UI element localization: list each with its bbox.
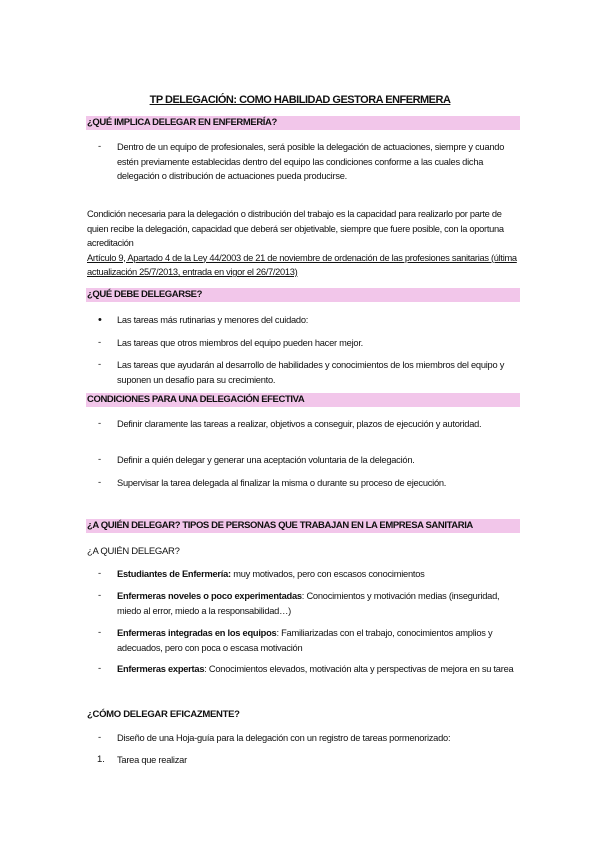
list-item: Supervisar la tarea delegada al finalizar la misma o durante su proceso de ejecución. bbox=[117, 478, 447, 488]
list-marker: - bbox=[98, 418, 102, 429]
term: Enfermeras expertas bbox=[117, 664, 205, 674]
list-marker: - bbox=[98, 590, 102, 601]
list-item: Diseño de una Hoja-guía para la delegación con un registro de tareas pormenorizado: bbox=[117, 733, 451, 743]
list-marker: - bbox=[98, 732, 102, 743]
list-marker: - bbox=[98, 477, 102, 488]
list-marker: - bbox=[98, 568, 102, 579]
list-item bbox=[117, 662, 517, 677]
list-item: Las tareas que ayudarán al desarrollo de habilidades y conocimientos de los miembros del equipo y suponen un desafío para su crecimiento. bbox=[117, 360, 505, 385]
list-marker: - bbox=[98, 337, 102, 348]
description: muy motivados, pero con escasos conocimientos bbox=[230, 569, 425, 579]
paragraph-condicion bbox=[87, 207, 517, 280]
bullet-marker: • bbox=[98, 314, 102, 326]
list-marker: - bbox=[98, 141, 102, 152]
list-item bbox=[117, 589, 517, 618]
list-marker: - bbox=[98, 454, 102, 465]
subheading-quien: ¿A QUIÉN DELEGAR? bbox=[87, 546, 180, 557]
list-item: Las tareas que otros miembros del equipo pueden hacer mejor. bbox=[117, 338, 363, 348]
list-marker: - bbox=[98, 663, 102, 674]
term: Estudiantes de Enfermería: bbox=[117, 569, 231, 579]
list-item: Dentro de un equipo de profesionales, será posible la delegación de actuaciones, siempre y cuando estén previamente establecidas dentro del equipo las condiciones conforme a las cuales dicha delegación o distribución de actuaciones pueda producirse. bbox=[117, 142, 505, 181]
description: : Conocimientos y motivación medias (inseguridad, miedo al error, miedo a la responsabilidad…) bbox=[117, 591, 500, 616]
list-item bbox=[117, 567, 517, 582]
list-item: Definir a quién delegar y generar una aceptación voluntaria de la delegación. bbox=[117, 455, 415, 465]
paragraph-text: Condición necesaria para la delegación o distribución del trabajo es la capacidad para realizarlo por parte de quien recibe la delegación, capacidad que deberá ser objetivable, siempre que fuere posible, con la oportuna acreditación bbox=[87, 209, 504, 248]
section-heading-quien: ¿A QUIÉN DELEGAR? TIPOS DE PERSONAS QUE TRABAJAN EN LA EMPRESA SANITARIA bbox=[87, 520, 473, 531]
document-title: TP DELEGACIÓN: COMO HABILIDAD GESTORA ENFERMERA bbox=[149, 94, 451, 106]
term: Enfermeras integradas en los equipos bbox=[117, 628, 277, 638]
numbered-marker: 1. bbox=[97, 754, 105, 765]
numbered-item: Tarea que realizar bbox=[117, 755, 187, 765]
list-item: Definir claramente las tareas a realizar, objetivos a conseguir, plazos de ejecución y autoridad. bbox=[117, 419, 482, 429]
list-item: Las tareas más rutinarias y menores del cuidado: bbox=[117, 315, 309, 325]
section-heading-que: ¿QUÉ DEBE DELEGARSE? bbox=[87, 289, 202, 300]
list-item bbox=[117, 626, 517, 655]
section-heading-como: ¿CÓMO DELEGAR EFICAZMENTE? bbox=[87, 709, 240, 720]
list-marker: - bbox=[98, 627, 102, 638]
legal-reference: Artículo 9, Apartado 4 de la Ley 44/2003 de 21 de noviembre de ordenación de las profesiones sanitarias (última actualización 25/7/2013, entrada en vigor el 26/7/2013) bbox=[87, 252, 517, 277]
section-heading-implica: ¿QUÉ IMPLICA DELEGAR EN ENFERMERÍA? bbox=[87, 117, 277, 128]
description: : Conocimientos elevados, motivación alta y perspectivas de mejora en su tarea bbox=[204, 664, 514, 674]
term: Enfermeras noveles o poco experimentadas bbox=[117, 591, 302, 601]
description: : Familiarizadas con el trabajo, conocimientos amplios y adecuados, pero con poca o escasa motivación bbox=[117, 628, 493, 653]
list-marker: - bbox=[98, 359, 102, 370]
section-heading-condiciones: CONDICIONES PARA UNA DELEGACIÓN EFECTIVA bbox=[87, 394, 305, 405]
